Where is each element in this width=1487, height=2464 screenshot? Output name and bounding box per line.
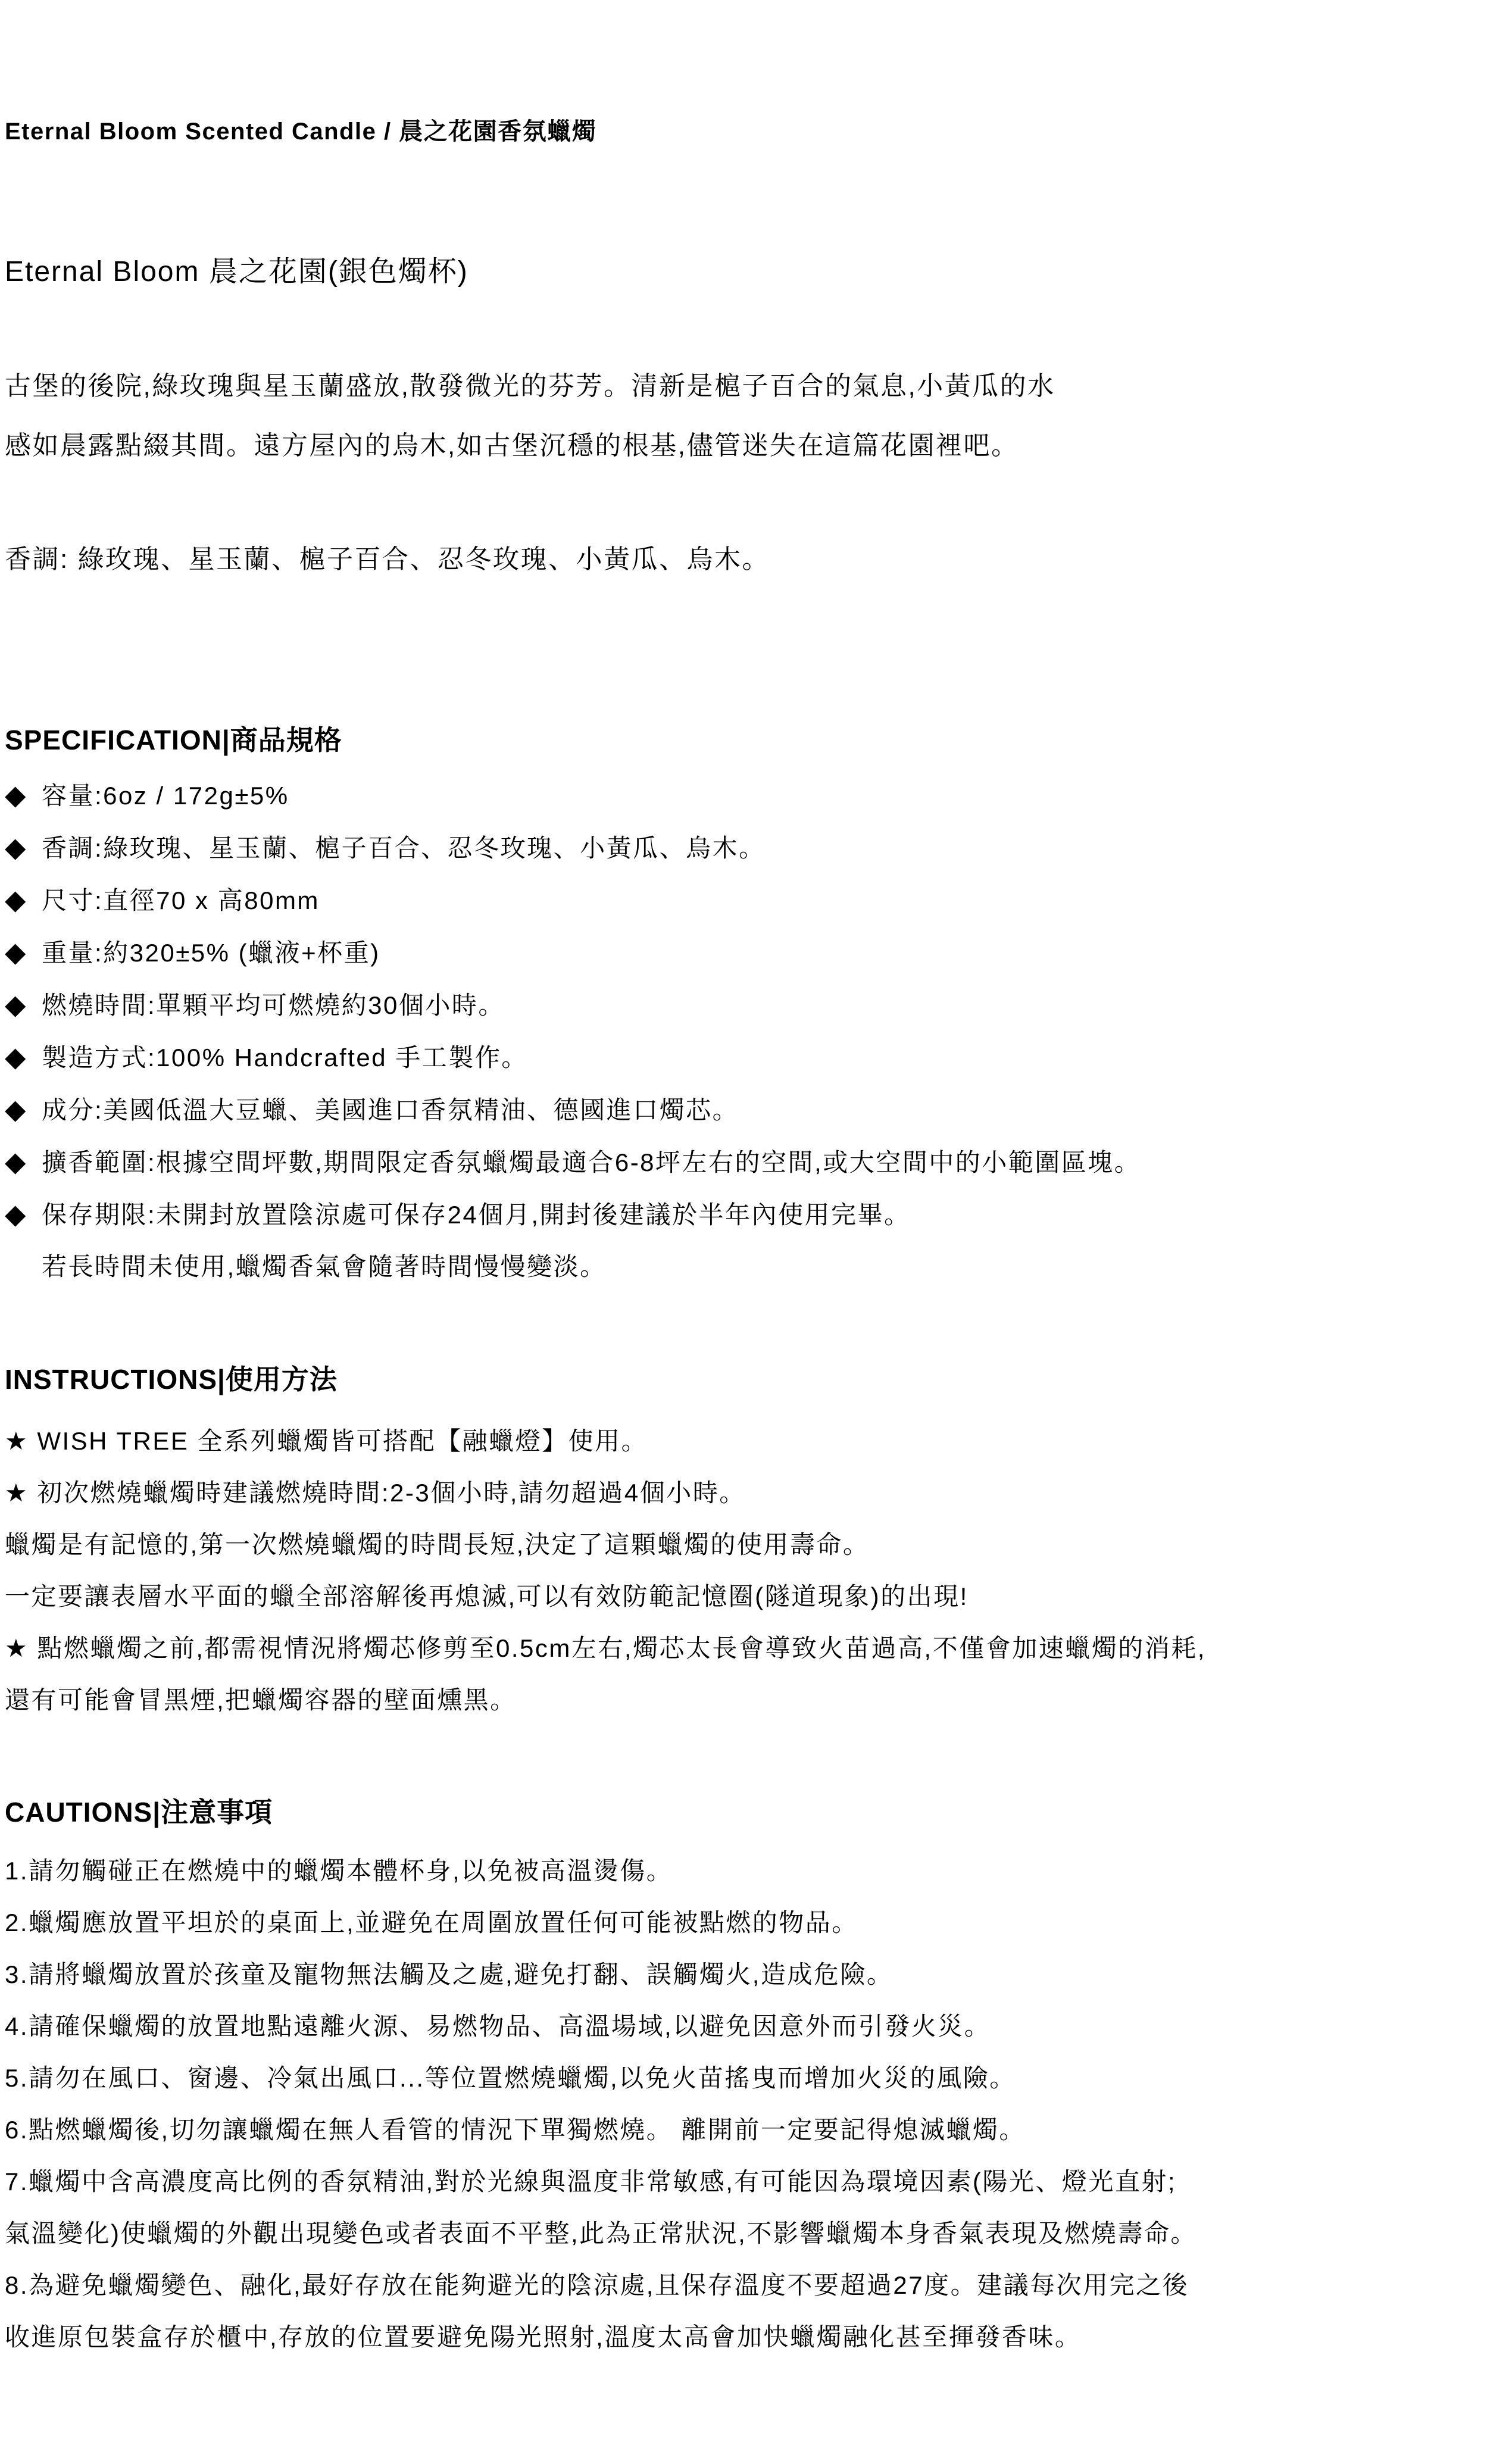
page-title: Eternal Bloom Scented Candle / 晨之花園香氛蠟燭	[5, 118, 597, 145]
spec-item	[5, 1188, 1475, 1241]
spec-item-text: 成分:美國低溫大豆蠟、美國進口香氛精油、德國進口燭芯。	[42, 1096, 739, 1124]
instructions-list	[5, 1415, 1475, 1726]
specification-heading: SPECIFICATION|商品規格	[5, 724, 342, 755]
spec-item	[5, 979, 1475, 1031]
spec-item-text: 保存期限:未開封放置陰涼處可保存24個月,開封後建議於半年內使用完畢。	[42, 1201, 911, 1229]
spec-item	[5, 926, 1475, 979]
spec-item	[5, 1083, 1475, 1136]
diamond-bullet-icon: ◆	[5, 1041, 26, 1072]
product-description	[5, 357, 1475, 476]
caution-line: 收進原包裝盒存於櫃中,存放的位置要避免陽光照射,溫度太高會加快蠟燭融化甚至揮發香味。	[5, 2323, 1082, 2351]
caution-line: 3.請將蠟燭放置於孩童及寵物無法觸及之處,避免打翻、誤觸燭火,造成危險。	[5, 1960, 894, 1988]
caution-line: 8.為避免蠟燭變色、融化,最好存放在能夠避光的陰涼處,且保存溫度不要超過27度。建議每次用完之後	[5, 2271, 1189, 2299]
spec-item-continuation	[5, 1241, 1475, 1292]
diamond-bullet-icon: ◆	[5, 989, 26, 1020]
caution-line: 7.蠟燭中含高濃度高比例的香氛精油,對於光線與溫度非常敏感,有可能因為環境因素(陽光、燈光直射;	[5, 2168, 1177, 2196]
diamond-bullet-icon: ◆	[5, 832, 26, 863]
cautions-list	[5, 1845, 1475, 2363]
spec-item	[5, 1031, 1475, 1083]
diamond-bullet-icon: ◆	[5, 1146, 26, 1177]
caution-line: 4.請確保蠟燭的放置地點遠離火源、易燃物品、高溫場域,以避免因意外而引發火災。	[5, 2012, 991, 2040]
instruction-line: 還有可能會冒黑煙,把蠟燭容器的壁面燻黑。	[5, 1686, 517, 1714]
section-specification	[5, 723, 1475, 1292]
spec-item-text: 尺寸:直徑70 x 高80mm	[42, 886, 320, 914]
cautions-heading: CAUTIONS|注意事項	[5, 1797, 273, 1828]
spec-item	[5, 1136, 1475, 1188]
section-instructions	[5, 1363, 1475, 1726]
diamond-bullet-icon: ◆	[5, 936, 26, 967]
caution-line: 5.請勿在風口、窗邊、冷氣出風口...等位置燃燒蠟燭,以免火苗搖曳而增加火災的風險。	[5, 2064, 1016, 2092]
description-line: 感如晨露點綴其間。遠方屋內的烏木,如古堡沉穩的根基,儘管迷失在這篇花園裡吧。	[5, 431, 1019, 460]
specification-list	[5, 769, 1475, 1292]
instruction-line: ★ 初次燃燒蠟燭時建議燃燒時間:2-3個小時,請勿超過4個小時。	[5, 1479, 746, 1507]
spec-item-text: 燃燒時間:單顆平均可燃燒約30個小時。	[42, 991, 505, 1019]
diamond-bullet-icon: ◆	[5, 1198, 26, 1229]
instruction-line: ★ 點燃蠟燭之前,都需視情況將燭芯修剪至0.5cm左右,燭芯太長會導致火苗過高,不僅會加速蠟燭的消耗,	[5, 1634, 1206, 1662]
caution-line: 1.請勿觸碰正在燃燒中的蠟燭本體杯身,以免被高溫燙傷。	[5, 1857, 673, 1885]
spec-item-text: 重量:約320±5% (蠟液+杯重)	[42, 939, 380, 967]
diamond-bullet-icon: ◆	[5, 884, 26, 915]
instruction-line: 一定要讓表層水平面的蠟全部溶解後再熄滅,可以有效防範記憶圈(隧道現象)的出現!	[5, 1582, 969, 1610]
spec-item-text: 製造方式:100% Handcrafted 手工製作。	[42, 1044, 528, 1072]
description-line: 古堡的後院,綠玫瑰與星玉蘭盛放,散發微光的芬芳。清新是槴子百合的氣息,小黃瓜的水	[5, 371, 1055, 401]
spec-item-text: 若長時間未使用,蠟燭香氣會隨著時間慢慢變淡。	[42, 1253, 607, 1281]
diamond-bullet-icon: ◆	[5, 1094, 26, 1125]
section-cautions	[5, 1795, 1475, 2363]
spec-item-text: 擴香範圍:根據空間坪數,期間限定香氛蠟燭最適合6-8坪左右的空間,或大空間中的小範圍區塊。	[42, 1148, 1141, 1176]
caution-line: 2.蠟燭應放置平坦於的桌面上,並避免在周圍放置任何可能被點燃的物品。	[5, 1909, 858, 1937]
instruction-line: 蠟燭是有記憶的,第一次燃燒蠟燭的時間長短,決定了這顆蠟燭的使用壽命。	[5, 1531, 870, 1559]
instructions-heading: INSTRUCTIONS|使用方法	[5, 1364, 338, 1395]
spec-item	[5, 769, 1475, 822]
product-subtitle: Eternal Bloom 晨之花園(銀色燭杯)	[5, 256, 468, 288]
spec-item-text: 香調:綠玫瑰、星玉蘭、槴子百合、忍冬玫瑰、小黃瓜、烏木。	[42, 834, 766, 862]
caution-line: 6.點燃蠟燭後,切勿讓蠟燭在無人看管的情況下單獨燃燒。 離開前一定要記得熄滅蠟燭。	[5, 2116, 1026, 2144]
spec-item	[5, 874, 1475, 926]
spec-item-text: 容量:6oz / 172g±5%	[42, 782, 289, 810]
diamond-bullet-icon: ◆	[5, 779, 26, 810]
caution-line: 氣溫變化)使蠟燭的外觀出現變色或者表面不平整,此為正常狀況,不影響蠟燭本身香氣表現及燃燒壽命。	[5, 2219, 1197, 2247]
spec-item	[5, 822, 1475, 874]
instruction-line: ★ WISH TREE 全系列蠟燭皆可搭配【融蠟燈】使用。	[5, 1427, 648, 1455]
scent-notes-line: 香調: 綠玫瑰、星玉蘭、槴子百合、忍冬玫瑰、小黃瓜、烏木。	[5, 545, 770, 574]
